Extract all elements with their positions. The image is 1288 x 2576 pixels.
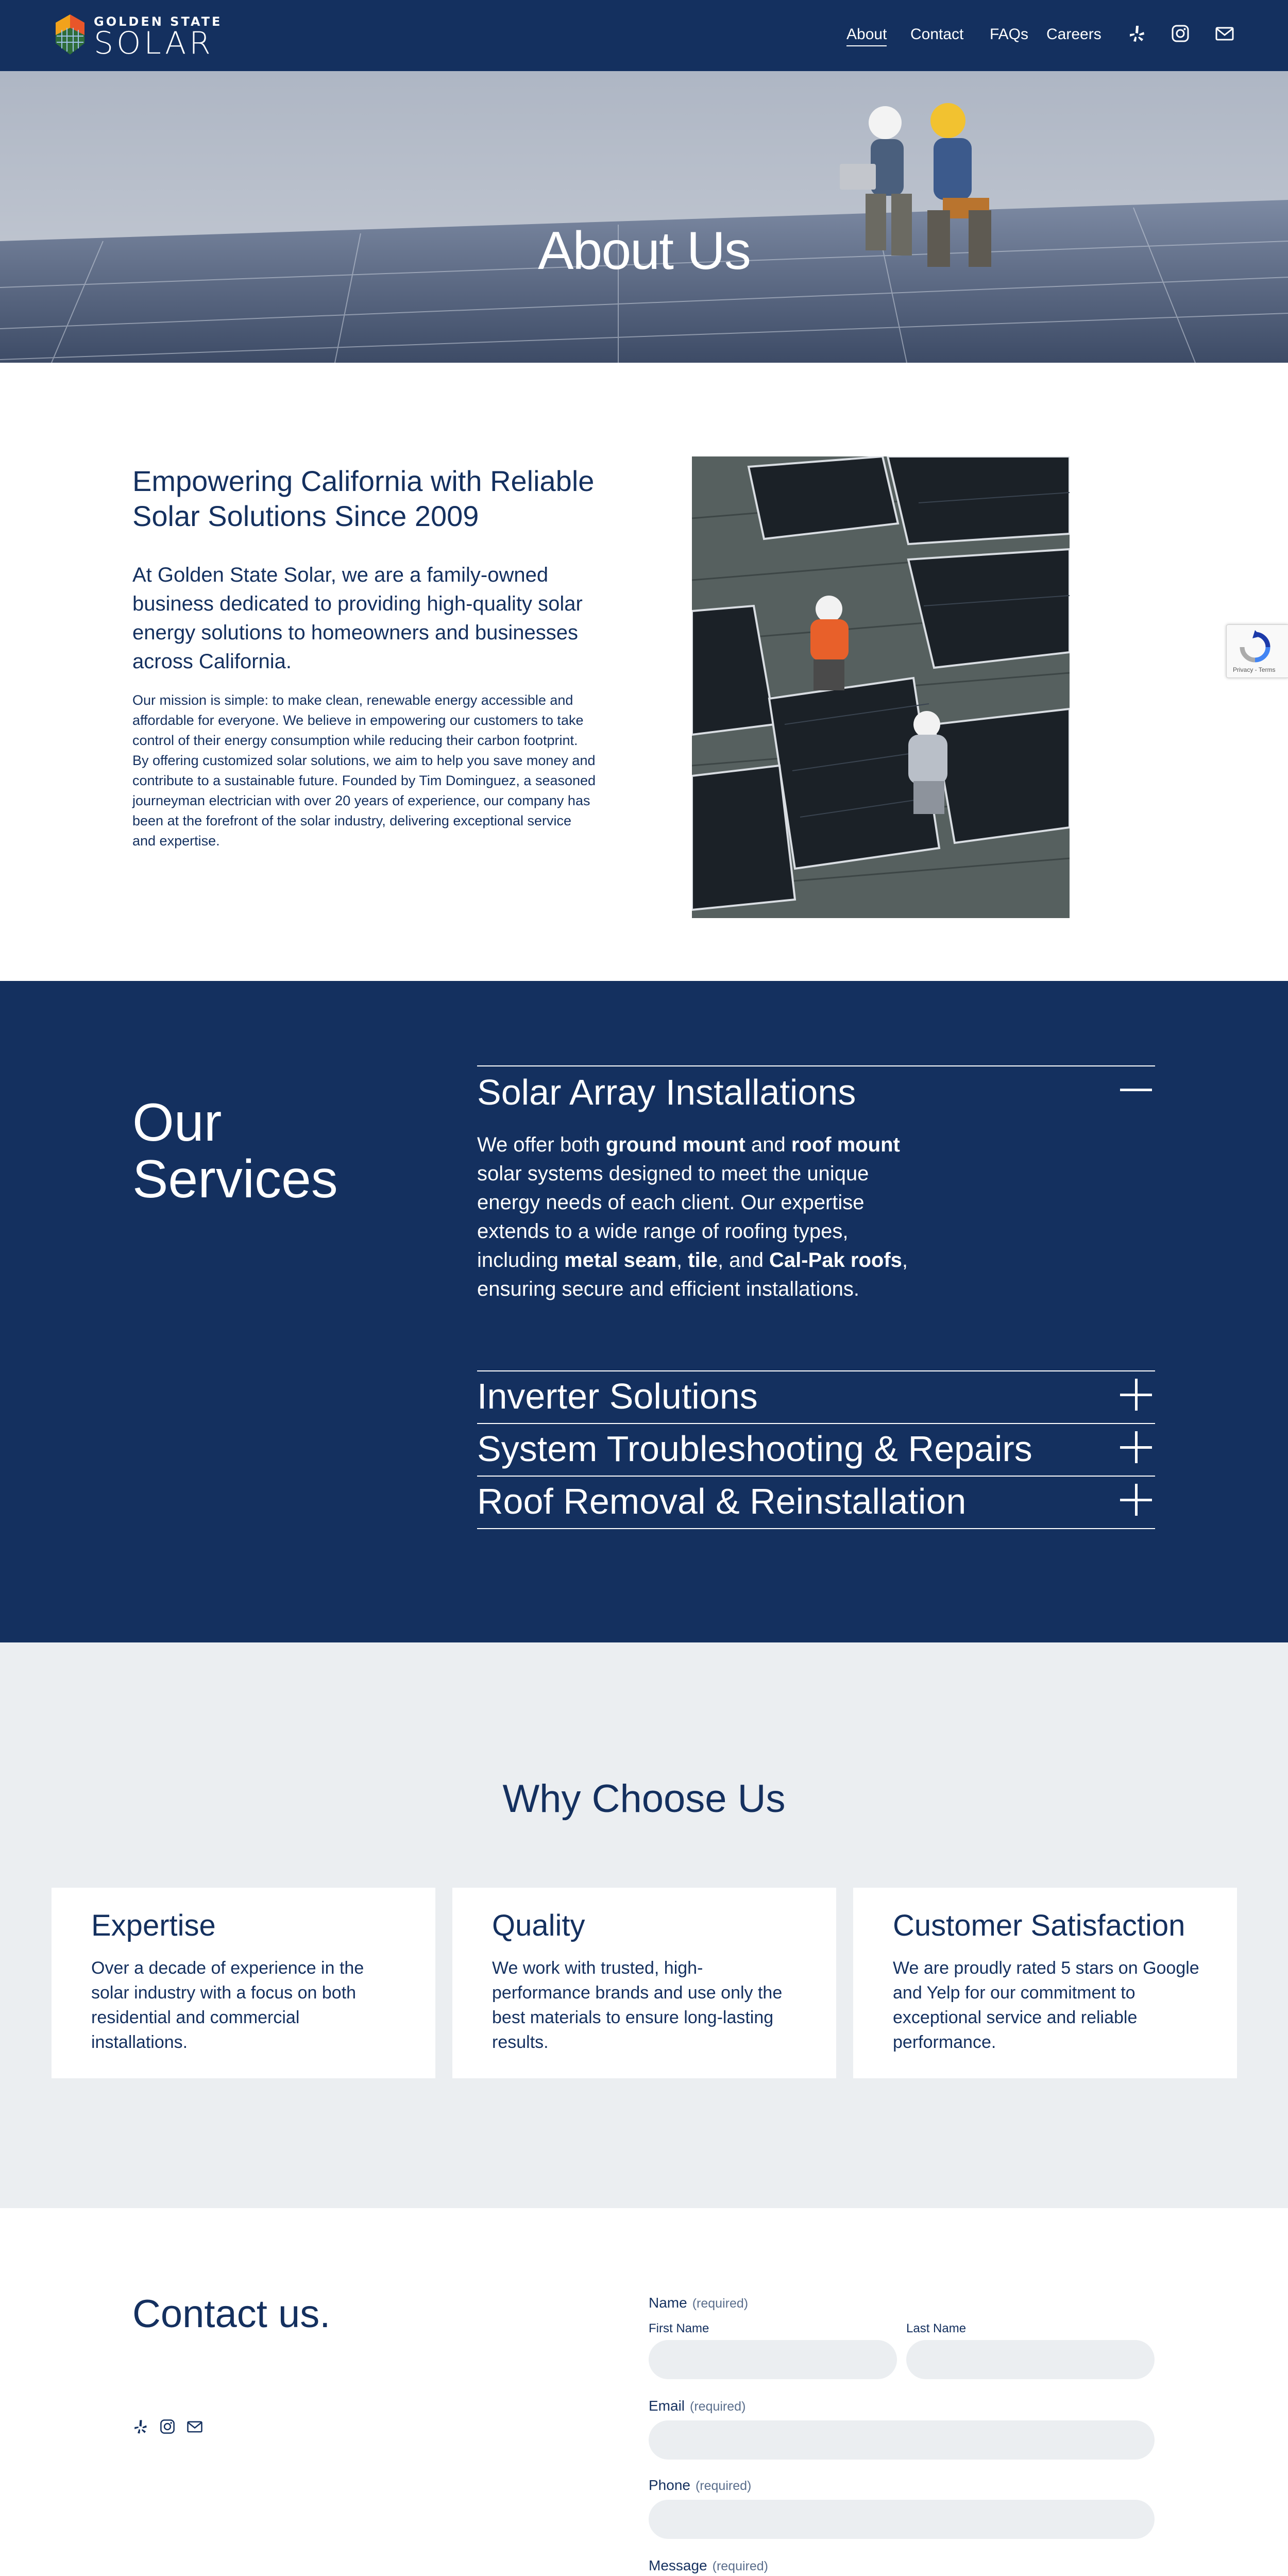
body-text: , and — [717, 1249, 770, 1272]
accordion-divider — [477, 1476, 1155, 1477]
expand-icon[interactable] — [1118, 1482, 1154, 1518]
accordion-title-troubleshooting[interactable]: System Troubleshooting & Repairs — [477, 1429, 1032, 1469]
contact-title: Contact us. — [132, 2292, 331, 2336]
email-icon[interactable] — [187, 2418, 203, 2435]
body-text: solar systems designed to meet the unique energy needs of each client. Our expertise extends to a wide range of roofing types, including — [477, 1162, 869, 1272]
site-header — [0, 0, 1288, 71]
about-lead-paragraph: At Golden State Solar, we are a family-owned business dedicated to providing high-quality solar energy solutions to homeowners and businesses across California. — [132, 564, 583, 673]
collapse-icon[interactable] — [1118, 1072, 1154, 1108]
accordion-divider — [477, 1065, 1155, 1066]
why-choose-us-section — [0, 1642, 1288, 2208]
services-title-line2: Services — [132, 1149, 338, 1209]
phone-label — [649, 2477, 751, 2494]
required-note: (required) — [692, 2296, 749, 2311]
body-text: and — [745, 1133, 791, 1156]
logo[interactable] — [52, 9, 223, 61]
why-title: Why Choose Us — [502, 1777, 786, 1821]
feature-card-quality — [452, 1888, 836, 2078]
label-text: Email — [649, 2398, 685, 2414]
rooftop-workers-image — [692, 456, 1070, 918]
card-title: Expertise — [91, 1909, 216, 1942]
name-label — [649, 2295, 748, 2311]
body-bold: metal seam — [564, 1249, 676, 1272]
about-heading: Empowering California with Reliable Solar Solutions Since 2009 — [132, 465, 595, 532]
yelp-icon[interactable] — [132, 2418, 149, 2435]
card-text: Over a decade of experience in the solar industry with a focus on both residential and commercial installations. — [91, 1958, 364, 2052]
label-text: Name — [649, 2295, 687, 2311]
last-name-label: Last Name — [906, 2321, 967, 2335]
recaptcha-badge[interactable] — [1226, 624, 1288, 678]
about-photo — [692, 456, 1070, 918]
card-text: We are proudly rated 5 stars on Google and Yelp for our commitment to exceptional service and reliable performance. — [893, 1958, 1199, 2052]
recaptcha-text[interactable]: Privacy - Terms — [1233, 666, 1276, 673]
instagram-icon[interactable] — [159, 2418, 176, 2435]
required-note: (required) — [712, 2559, 768, 2573]
label-text: Phone — [649, 2477, 690, 2493]
expand-icon[interactable] — [1118, 1377, 1154, 1413]
yelp-icon[interactable] — [1127, 24, 1147, 43]
accordion-divider — [477, 1370, 1155, 1371]
accordion-divider — [477, 1423, 1155, 1424]
body-bold: Cal-Pak roofs — [769, 1249, 902, 1272]
expand-icon[interactable] — [1118, 1429, 1154, 1465]
nav-contact[interactable]: Contact — [910, 26, 964, 43]
required-note: (required) — [690, 2399, 746, 2414]
body-bold: ground mount — [605, 1133, 745, 1156]
accordion-title-inverter[interactable]: Inverter Solutions — [477, 1376, 758, 1416]
accordion-body-solar-array — [477, 1130, 930, 1303]
required-note: (required) — [695, 2479, 752, 2493]
hero-background-image — [0, 71, 1288, 363]
label-text: Message — [649, 2557, 707, 2573]
nav-faqs[interactable]: FAQs — [990, 26, 1029, 43]
feature-card-customer-satisfaction — [853, 1888, 1237, 2078]
email-icon[interactable] — [1215, 24, 1234, 43]
logo-text-bottom: SOLAR — [94, 25, 214, 61]
message-label — [649, 2557, 768, 2574]
recaptcha-icon — [1238, 630, 1272, 664]
card-title: Customer Satisfaction — [893, 1909, 1185, 1942]
first-name-label: First Name — [649, 2321, 709, 2335]
card-title: Quality — [492, 1909, 585, 1942]
first-name-input[interactable] — [649, 2340, 897, 2379]
body-bold: tile — [688, 1249, 718, 1272]
nav-about[interactable]: About — [846, 26, 887, 46]
body-text: We offer both — [477, 1133, 606, 1156]
accordion-divider — [477, 1528, 1155, 1529]
services-section — [0, 981, 1288, 1642]
feature-card-expertise — [52, 1888, 435, 2078]
accordion-title-solar-array[interactable]: Solar Array Installations — [477, 1072, 856, 1112]
nav-careers[interactable]: Careers — [1046, 26, 1101, 43]
logo-text-top: GOLDEN STATE — [94, 14, 223, 29]
body-text: , — [676, 1249, 688, 1272]
card-text: We work with trusted, high-performance brands and use only the best materials to ensure long-lasting results. — [492, 1958, 783, 2052]
accordion-title-roof-removal[interactable]: Roof Removal & Reinstallation — [477, 1481, 967, 1521]
body-text: , ensuring secure and efficient installations. — [477, 1249, 908, 1300]
services-title-line1: Our — [132, 1093, 222, 1153]
instagram-icon[interactable] — [1171, 24, 1190, 43]
about-body-paragraph: Our mission is simple: to make clean, renewable energy accessible and affordable for everyone. We believe in empowering our customers to take control of their energy consumption while reducing their carbon footprint. By offering customized solar solutions, we aim to help you save money and contribute to a sustainable future. Founded by Tim Dominguez, a seasoned journeyman electrician with over 20 years of experience, our company has been at the forefront of the solar industry, delivering exceptional service and expertise. — [132, 692, 596, 849]
email-label — [649, 2398, 745, 2414]
logo-mark-icon — [52, 12, 89, 57]
email-input[interactable] — [649, 2420, 1155, 2460]
services-title — [132, 1094, 338, 1208]
page-title: About Us — [538, 221, 750, 281]
body-bold: roof mount — [791, 1133, 900, 1156]
last-name-input[interactable] — [906, 2340, 1155, 2379]
phone-input[interactable] — [649, 2500, 1155, 2539]
hero-banner — [0, 71, 1288, 363]
